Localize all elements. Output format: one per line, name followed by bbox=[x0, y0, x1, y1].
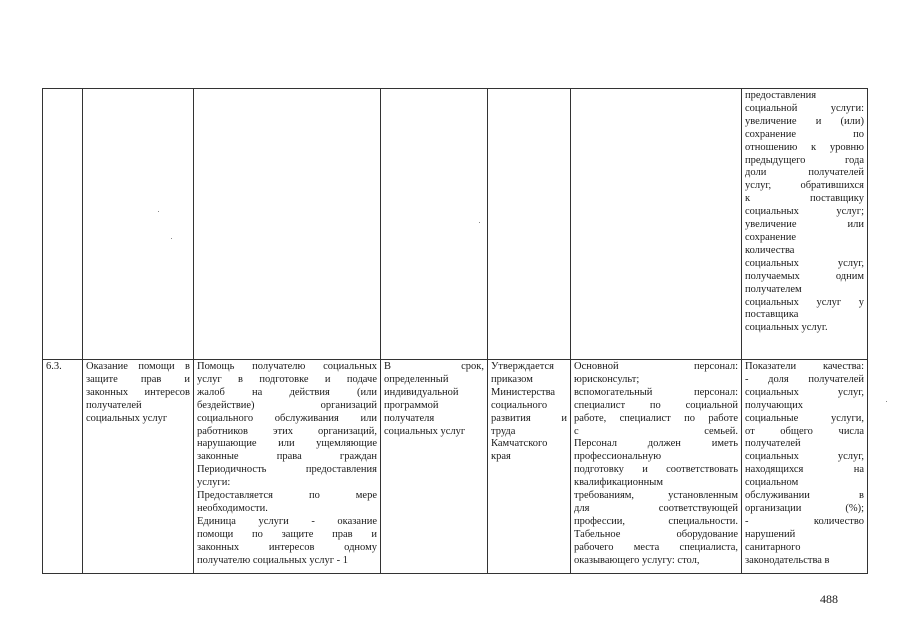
text-line: сохранение по bbox=[745, 128, 864, 140]
text-line: социального обслуживания или bbox=[197, 412, 377, 424]
text-line: социальных услуг, bbox=[745, 386, 864, 398]
cell-service-description bbox=[194, 360, 381, 574]
text-line: определенный bbox=[384, 373, 449, 385]
cell-row-number bbox=[43, 360, 83, 574]
quality-indicators bbox=[745, 361, 864, 568]
service-name: Оказание помощи в защите прав и законных интересов получателей социальных услуг bbox=[86, 361, 190, 424]
text-line: от общего числа bbox=[745, 425, 864, 437]
cell-number-empty bbox=[43, 89, 83, 360]
text-line: Утверждается bbox=[491, 361, 554, 372]
text-line: увеличение или bbox=[745, 219, 864, 231]
text-line: отношению к уровню bbox=[745, 141, 864, 153]
text-line: социальном bbox=[745, 477, 799, 489]
service-term bbox=[384, 361, 484, 438]
row-number: 6.3. bbox=[46, 361, 62, 372]
text-line: услуг, обратившихся bbox=[745, 180, 864, 192]
text-line: увеличение и (или) bbox=[745, 115, 864, 127]
text-line: услуги: bbox=[197, 477, 231, 489]
text-line: социального bbox=[491, 399, 548, 411]
text-line: Периодичность предоставления bbox=[197, 464, 377, 476]
text-line: Единица услуги - оказание bbox=[197, 515, 377, 527]
text-line: законодательства в bbox=[745, 554, 830, 566]
text-line: - количество bbox=[745, 515, 864, 527]
text-line: получателя bbox=[384, 412, 435, 424]
text-line: требованиям, установленным bbox=[574, 490, 738, 502]
text-line: помощи по защите прав и bbox=[197, 528, 377, 540]
text-line: приказом bbox=[491, 373, 533, 385]
cell-approval-empty bbox=[488, 89, 571, 360]
text-line: предоставления bbox=[745, 90, 817, 101]
text-line: программой bbox=[384, 399, 439, 411]
service-conditions bbox=[574, 361, 738, 568]
text-line: работе, специалист по работе bbox=[574, 412, 738, 424]
text-line: получающих bbox=[745, 399, 803, 411]
text-line: жалоб на действия (или bbox=[197, 386, 377, 398]
text-line: с семьей. bbox=[574, 425, 738, 437]
text-line: вспомогательный персонал: bbox=[574, 386, 738, 398]
text-line: Основной персонал: bbox=[574, 361, 738, 372]
text-line: Табельное оборудование bbox=[574, 528, 738, 540]
cell-term-empty bbox=[381, 89, 488, 360]
text-line: получаемых одним bbox=[745, 270, 864, 282]
text-line: труда bbox=[491, 425, 516, 437]
text-line: социальных услуг bbox=[384, 425, 466, 437]
text-line: работников этих организаций, bbox=[197, 425, 377, 437]
text-line: индивидуальной bbox=[384, 386, 459, 398]
continued-row bbox=[43, 89, 868, 360]
text-line: социальной услуги: bbox=[745, 102, 864, 114]
text-line: Помощь получателю социальных bbox=[197, 361, 377, 372]
text-line: получателей bbox=[745, 438, 801, 450]
cell-service-approval bbox=[488, 360, 571, 574]
text-line: бездействие) организаций bbox=[197, 399, 377, 411]
scan-speck bbox=[158, 211, 159, 212]
text-line: к поставщику bbox=[745, 193, 864, 205]
cell-description-empty bbox=[194, 89, 381, 360]
text-line: социальные услуги, bbox=[745, 412, 864, 424]
table-row-6-3 bbox=[43, 360, 868, 574]
cell-service-term bbox=[381, 360, 488, 574]
cell-service-conditions bbox=[571, 360, 742, 574]
text-line: рабочего места специалиста, bbox=[574, 541, 738, 553]
text-line: обслуживании в bbox=[745, 490, 864, 502]
cell-quality-indicators bbox=[742, 360, 868, 574]
text-line: юрисконсульт; bbox=[574, 373, 640, 385]
text-line: предыдущего года bbox=[745, 154, 864, 166]
indicators-continued-text bbox=[745, 90, 864, 335]
text-line: социальных услуг, bbox=[745, 257, 864, 269]
text-line: Министерства bbox=[491, 386, 556, 398]
text-line: В срок, bbox=[384, 361, 484, 372]
scan-speck bbox=[479, 222, 480, 223]
text-line: Предоставляется по мере bbox=[197, 490, 377, 502]
text-line: для соответствующей bbox=[574, 502, 738, 514]
text-line: законные права граждан bbox=[197, 451, 377, 463]
service-description bbox=[197, 361, 377, 568]
text-line: края bbox=[491, 451, 511, 463]
text-line: социальных услуг, bbox=[745, 451, 864, 463]
cell-service-name bbox=[83, 360, 194, 574]
text-line: санитарного bbox=[745, 541, 801, 553]
text-line: доли получателей bbox=[745, 167, 864, 179]
cell-name-empty bbox=[83, 89, 194, 360]
text-line: социальных услуг у bbox=[745, 296, 864, 308]
text-line: количества bbox=[745, 244, 795, 256]
text-line: развития и bbox=[491, 412, 567, 424]
text-line: организации (%); bbox=[745, 502, 864, 514]
text-line: Камчатского bbox=[491, 438, 548, 450]
text-line: находящихся на bbox=[745, 464, 864, 476]
text-line: получателю социальных услуг - 1 bbox=[197, 554, 349, 566]
text-line: сохранение bbox=[745, 231, 796, 243]
service-approval bbox=[491, 361, 567, 464]
text-line: - доля получателей bbox=[745, 373, 864, 385]
text-line: поставщика bbox=[745, 309, 799, 321]
services-table bbox=[42, 88, 868, 574]
scan-speck bbox=[171, 238, 172, 239]
text-line: подготовку и соответствовать bbox=[574, 464, 738, 476]
page-number: 488 bbox=[820, 592, 838, 606]
text-line: получателем bbox=[745, 283, 802, 295]
text-line: социальных услуг. bbox=[745, 322, 828, 334]
text-line: услуг в подготовке и подаче bbox=[197, 373, 377, 385]
text-line: профессии, специальности. bbox=[574, 515, 738, 527]
text-line: законных интересов одному bbox=[197, 541, 377, 553]
text-line: нарушений bbox=[745, 528, 796, 540]
text-line: специалист по социальной bbox=[574, 399, 738, 411]
text-line: профессиональную bbox=[574, 451, 662, 463]
text-line: Персонал должен иметь bbox=[574, 438, 738, 450]
text-line: социальных услуг; bbox=[745, 206, 864, 218]
text-line: необходимости. bbox=[197, 502, 268, 514]
scan-speck bbox=[886, 401, 887, 402]
text-line: Показатели качества: bbox=[745, 361, 864, 372]
text-line: квалификационным bbox=[574, 477, 663, 489]
cell-indicators-continued bbox=[742, 89, 868, 360]
text-line: нарушающие или ущемляющие bbox=[197, 438, 377, 450]
cell-conditions-empty bbox=[571, 89, 742, 360]
text-line: оказывающего услугу: стол, bbox=[574, 554, 700, 566]
